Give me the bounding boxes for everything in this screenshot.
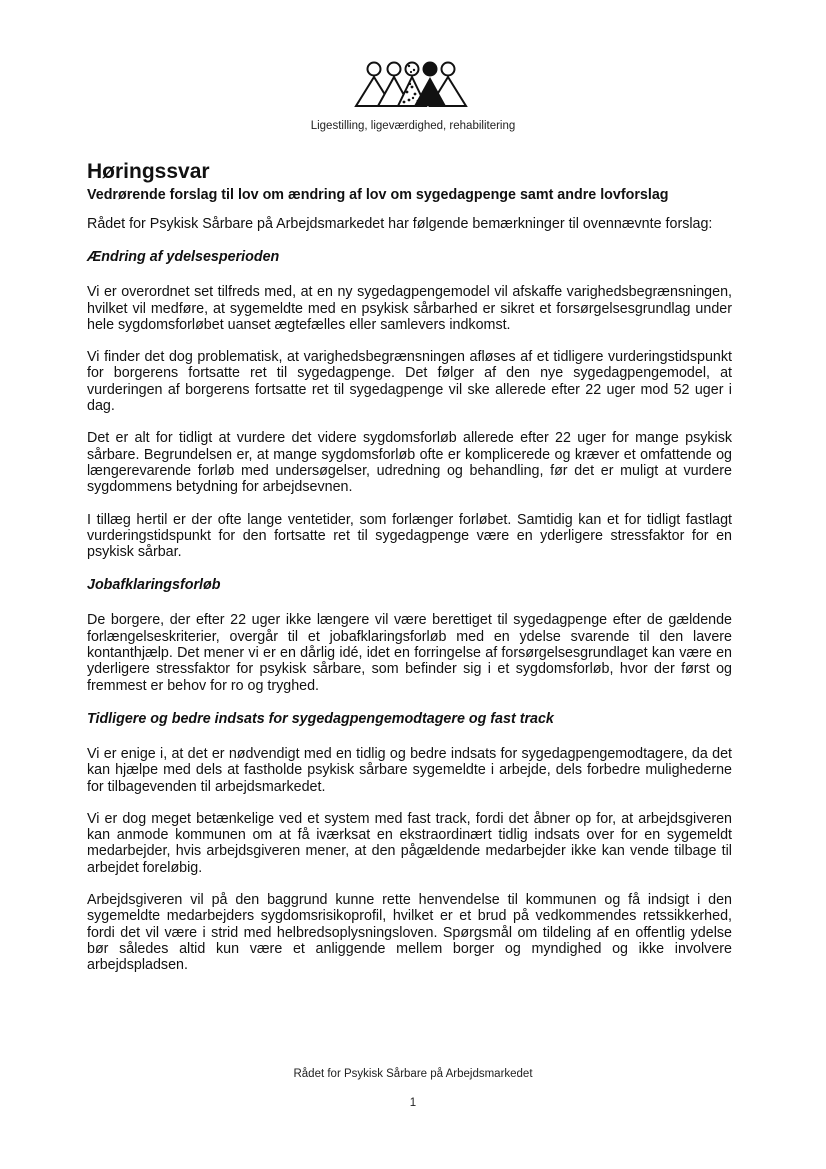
section-heading: Ændring af ydelsesperioden [87, 249, 280, 266]
paragraph: De borgere, der efter 22 uger ikke længere vil være berettiget til sygedagpenge efter de gældende forlængelseskriterier, overgår til et jobafklaringsforløb med en ydelse svarende til den lavere kontanthjælp. Det mener vi er en dårlig idé, idet en forringelse af forsørgelsesgrundlaget kan være en yderligere stressfaktor for psykisk sårbare, som befinder sig i et sygdomsforløb, hvor der først og fremmest er behov for ro og tryghed. [87, 612, 732, 694]
organization-logo [352, 60, 470, 108]
intro-paragraph: Rådet for Psykisk Sårbare på Arbejdsmarkedet har følgende bemærkninger til ovennævnte forslag: [87, 216, 713, 232]
document-body [87, 160, 732, 974]
organization-tagline: Ligestilling, ligeværdighed, rehabilitering [310, 120, 516, 132]
paragraph: Vi er dog meget betænkelige ved et system med fast track, fordi det åbner op for, at arbejdsgiveren kan anmode kommunen om at få iværksat en ekstraordinært tidlig indsats over for en sygemeldt medarbejder, hvis arbejdsgiveren mener, at den pågældende medarbejder ikke kan vende tilbage til arbejdet foreløbig. [87, 810, 732, 876]
paragraph: I tillæg hertil er der ofte lange ventetider, som forlænger forløbet. Samtidig kan et for tidligt fastlagt vurderingstidspunkt for den fortsatte ret til sygedagpenge være en yderligere stressfaktor for en psykisk sårbar. [87, 511, 732, 561]
section-heading: Jobafklaringsforløb [87, 577, 221, 594]
paragraph: Det er alt for tidligt at vurdere det videre sygdomsforløb allerede efter 22 uger for mange psykisk sårbare. Begrundelsen er, at mange sygdomsforløb ofte er komplicerede og kræver et omfattende og længerevarende forløb med undersøgelser, udredning og behandling, før det er muligt at vurdere sygdommens betydning for arbejdsevnen. [87, 430, 732, 496]
paragraph: Vi er enige i, at det er nødvendigt med en tidlig og bedre indsats for sygedagpengemodtagere, da det kan hjælpe med dels at fastholde psykisk sårbare sygemeldte i arbejde, dels forbedre mulighederne for tilbagevenden til arbejdsmarkedet. [87, 745, 732, 795]
document-title: Høringssvar [87, 160, 210, 183]
paragraph: Arbejdsgiveren vil på den baggrund kunne rette henvendelse til kommunen og få indsigt i den sygemeldte medarbejders sygdomsrisikoprofil, hvilket er et brud på vedkommendes retssikkerhed, fordi det vil være i strid med helbredsoplysningsloven. Spørgsmål om tildeling af en offentlig ydelse bør således altid kun være et anliggende mellem borger og myndighed og ikke involvere arbejdspladsen. [87, 892, 732, 974]
footer-organization: Rådet for Psykisk Sårbare på Arbejdsmarkedet [293, 1068, 533, 1080]
section-heading: Tidligere og bedre indsats for sygedagpengemodtagere og fast track [87, 710, 554, 727]
paragraph: Vi er overordnet set tilfreds med, at en ny sygedagpengemodel vil afskaffe varighedsbegrænsningen, hvilket vil medføre, at sygemeldte med en psykisk sårbarhed er sikret et forsørgelsesgrundlag under hele sygdomsforløbet uanset ægtefælles eller samlevers indkomst. [87, 284, 732, 333]
document-subtitle: Vedrørende forslag til lov om ændring af lov om sygedagpenge samt andre lovforslag [87, 187, 669, 203]
page-number: 1 [409, 1097, 417, 1109]
paragraph: Vi finder det dog problematisk, at varighedsbegrænsningen afløses af et tidligere vurderingstidspunkt for borgerens fortsatte ret til sygedagpenge. Det følger af den nye sygedagpengemodel, at vurderingen af borgerens fortsatte ret til sygedagpenge vil ske allerede efter 22 uger mod 52 uger i dag. [87, 349, 732, 415]
